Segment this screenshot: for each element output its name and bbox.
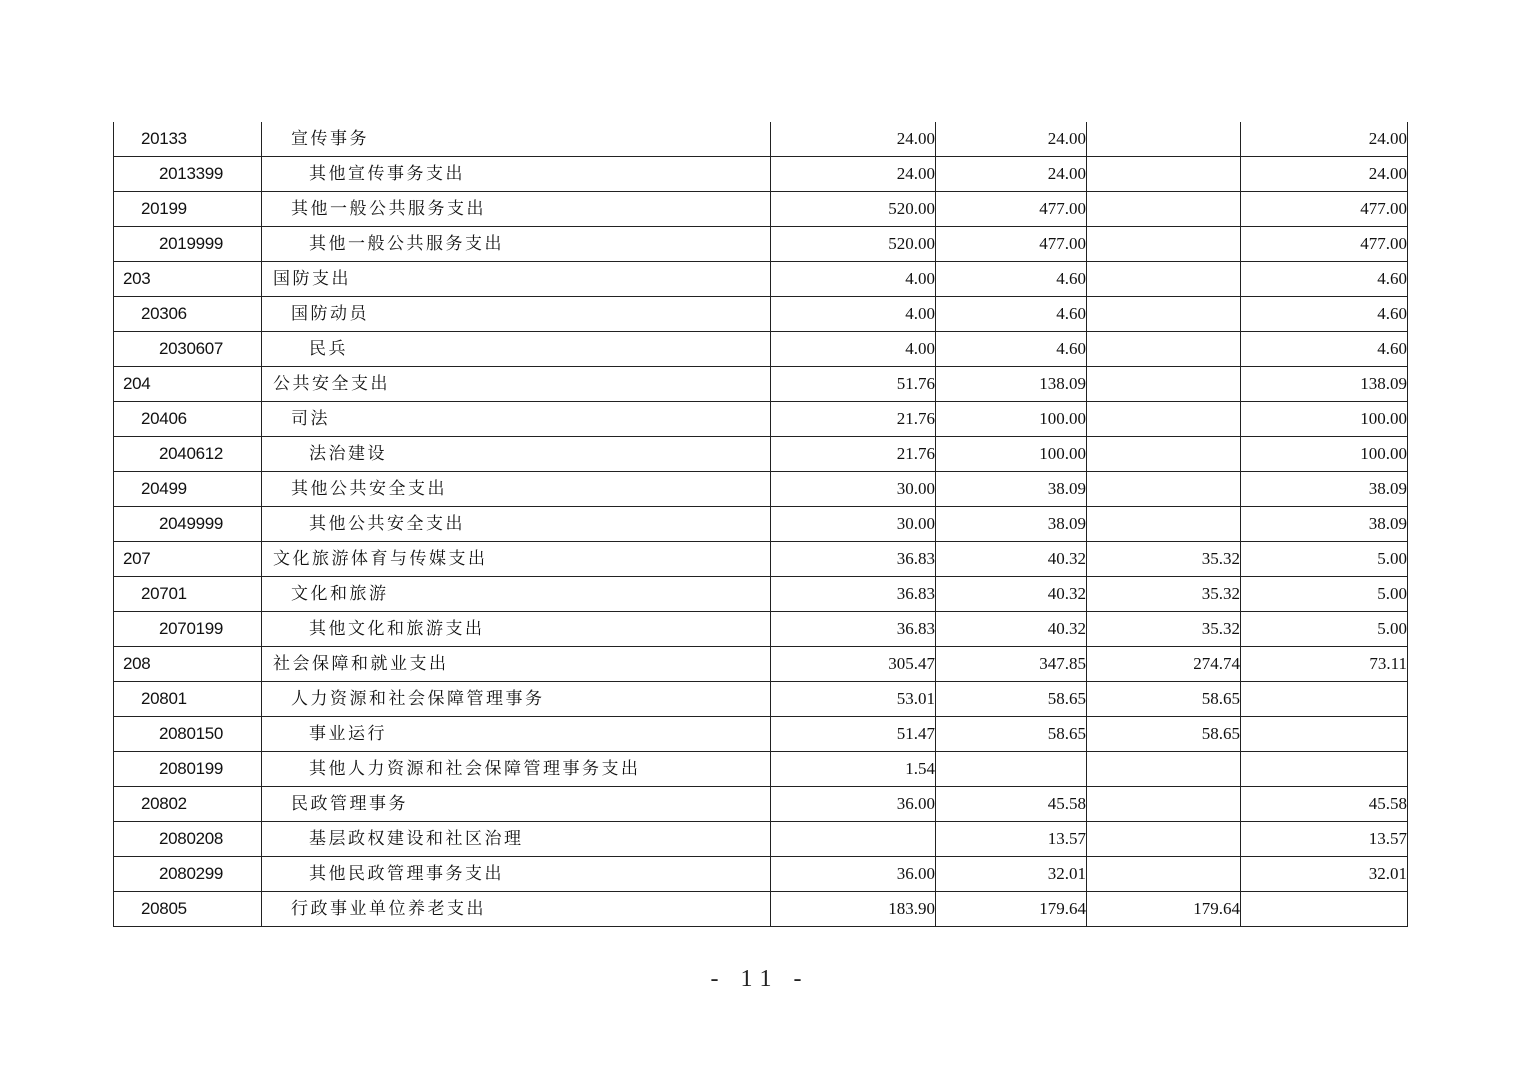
subject-name-cell: 其他公共安全支出 xyxy=(262,507,771,542)
amount-cell-3 xyxy=(1087,262,1241,297)
amount-cell-4: 138.09 xyxy=(1241,367,1408,402)
amount-cell-2: 4.60 xyxy=(936,262,1087,297)
amount-cell-1: 36.00 xyxy=(771,787,936,822)
amount-cell-3 xyxy=(1087,192,1241,227)
amount-cell-3 xyxy=(1087,857,1241,892)
amount-cell-1: 4.00 xyxy=(771,332,936,367)
amount-cell-2 xyxy=(936,752,1087,787)
subject-name-cell: 文化和旅游 xyxy=(262,577,771,612)
table-row xyxy=(114,507,1408,542)
subject-name-cell: 基层政权建设和社区治理 xyxy=(262,822,771,857)
amount-cell-4: 100.00 xyxy=(1241,437,1408,472)
subject-code-cell: 20406 xyxy=(114,402,262,437)
subject-code-cell: 2049999 xyxy=(114,507,262,542)
amount-cell-1: 30.00 xyxy=(771,472,936,507)
table-row xyxy=(114,752,1408,787)
table-row xyxy=(114,682,1408,717)
amount-cell-4: 32.01 xyxy=(1241,857,1408,892)
amount-cell-4: 24.00 xyxy=(1241,157,1408,192)
amount-cell-3: 35.32 xyxy=(1087,612,1241,647)
amount-cell-2: 24.00 xyxy=(936,122,1087,157)
amount-cell-1: 1.54 xyxy=(771,752,936,787)
amount-cell-3 xyxy=(1087,437,1241,472)
subject-name-cell: 其他文化和旅游支出 xyxy=(262,612,771,647)
subject-name-cell: 其他一般公共服务支出 xyxy=(262,192,771,227)
amount-cell-4: 477.00 xyxy=(1241,192,1408,227)
table-row xyxy=(114,787,1408,822)
amount-cell-4 xyxy=(1241,717,1408,752)
table-row xyxy=(114,542,1408,577)
subject-name-cell: 其他宣传事务支出 xyxy=(262,157,771,192)
table-row xyxy=(114,717,1408,752)
table-row xyxy=(114,822,1408,857)
subject-name-cell: 人力资源和社会保障管理事务 xyxy=(262,682,771,717)
amount-cell-4 xyxy=(1241,892,1408,927)
amount-cell-2: 38.09 xyxy=(936,507,1087,542)
subject-code-cell: 20199 xyxy=(114,192,262,227)
amount-cell-1: 520.00 xyxy=(771,227,936,262)
amount-cell-1: 36.00 xyxy=(771,857,936,892)
subject-name-cell: 民兵 xyxy=(262,332,771,367)
amount-cell-3 xyxy=(1087,787,1241,822)
budget-table xyxy=(113,122,1408,927)
amount-cell-3 xyxy=(1087,367,1241,402)
table-row xyxy=(114,367,1408,402)
amount-cell-1: 305.47 xyxy=(771,647,936,682)
subject-code-cell: 208 xyxy=(114,647,262,682)
subject-name-cell: 法治建设 xyxy=(262,437,771,472)
amount-cell-1: 4.00 xyxy=(771,262,936,297)
amount-cell-4: 73.11 xyxy=(1241,647,1408,682)
subject-code-cell: 20701 xyxy=(114,577,262,612)
table-row xyxy=(114,857,1408,892)
subject-code-cell: 2040612 xyxy=(114,437,262,472)
amount-cell-4 xyxy=(1241,682,1408,717)
table-row xyxy=(114,402,1408,437)
amount-cell-2: 38.09 xyxy=(936,472,1087,507)
amount-cell-1: 36.83 xyxy=(771,577,936,612)
amount-cell-2: 24.00 xyxy=(936,157,1087,192)
amount-cell-1: 53.01 xyxy=(771,682,936,717)
amount-cell-1: 21.76 xyxy=(771,437,936,472)
subject-name-cell: 国防支出 xyxy=(262,262,771,297)
amount-cell-4: 13.57 xyxy=(1241,822,1408,857)
amount-cell-4: 4.60 xyxy=(1241,297,1408,332)
subject-code-cell: 20801 xyxy=(114,682,262,717)
subject-name-cell: 司法 xyxy=(262,402,771,437)
subject-code-cell: 204 xyxy=(114,367,262,402)
amount-cell-2: 179.64 xyxy=(936,892,1087,927)
amount-cell-2: 100.00 xyxy=(936,437,1087,472)
subject-name-cell: 其他公共安全支出 xyxy=(262,472,771,507)
amount-cell-4: 4.60 xyxy=(1241,332,1408,367)
amount-cell-1: 21.76 xyxy=(771,402,936,437)
subject-code-cell: 20802 xyxy=(114,787,262,822)
subject-name-cell: 国防动员 xyxy=(262,297,771,332)
amount-cell-1: 4.00 xyxy=(771,297,936,332)
amount-cell-4: 4.60 xyxy=(1241,262,1408,297)
subject-code-cell: 20805 xyxy=(114,892,262,927)
amount-cell-1: 51.47 xyxy=(771,717,936,752)
table-row xyxy=(114,227,1408,262)
amount-cell-3 xyxy=(1087,332,1241,367)
page-number: - 11 - xyxy=(710,966,810,992)
amount-cell-3 xyxy=(1087,227,1241,262)
amount-cell-4: 100.00 xyxy=(1241,402,1408,437)
subject-code-cell: 2080150 xyxy=(114,717,262,752)
subject-code-cell: 20499 xyxy=(114,472,262,507)
subject-name-cell: 行政事业单位养老支出 xyxy=(262,892,771,927)
table-row xyxy=(114,612,1408,647)
table-row xyxy=(114,122,1408,157)
amount-cell-4: 5.00 xyxy=(1241,612,1408,647)
budget-table-body xyxy=(114,122,1408,927)
amount-cell-1: 520.00 xyxy=(771,192,936,227)
amount-cell-2: 40.32 xyxy=(936,612,1087,647)
amount-cell-1: 24.00 xyxy=(771,122,936,157)
amount-cell-4: 477.00 xyxy=(1241,227,1408,262)
amount-cell-2: 138.09 xyxy=(936,367,1087,402)
amount-cell-3 xyxy=(1087,507,1241,542)
subject-code-cell: 2080299 xyxy=(114,857,262,892)
subject-name-cell: 其他人力资源和社会保障管理事务支出 xyxy=(262,752,771,787)
amount-cell-4: 38.09 xyxy=(1241,507,1408,542)
amount-cell-4: 45.58 xyxy=(1241,787,1408,822)
amount-cell-3 xyxy=(1087,822,1241,857)
subject-name-cell: 其他一般公共服务支出 xyxy=(262,227,771,262)
amount-cell-2: 4.60 xyxy=(936,297,1087,332)
subject-name-cell: 公共安全支出 xyxy=(262,367,771,402)
table-row xyxy=(114,192,1408,227)
subject-name-cell: 社会保障和就业支出 xyxy=(262,647,771,682)
amount-cell-3: 179.64 xyxy=(1087,892,1241,927)
table-row xyxy=(114,332,1408,367)
amount-cell-4: 5.00 xyxy=(1241,542,1408,577)
amount-cell-3 xyxy=(1087,402,1241,437)
amount-cell-2: 40.32 xyxy=(936,542,1087,577)
amount-cell-2: 4.60 xyxy=(936,332,1087,367)
amount-cell-2: 477.00 xyxy=(936,192,1087,227)
amount-cell-2: 45.58 xyxy=(936,787,1087,822)
table-row xyxy=(114,647,1408,682)
subject-name-cell: 文化旅游体育与传媒支出 xyxy=(262,542,771,577)
table-row xyxy=(114,297,1408,332)
subject-code-cell: 203 xyxy=(114,262,262,297)
subject-code-cell: 20306 xyxy=(114,297,262,332)
table-row xyxy=(114,262,1408,297)
subject-name-cell: 民政管理事务 xyxy=(262,787,771,822)
subject-code-cell: 2070199 xyxy=(114,612,262,647)
amount-cell-2: 58.65 xyxy=(936,717,1087,752)
amount-cell-3: 58.65 xyxy=(1087,717,1241,752)
amount-cell-3 xyxy=(1087,752,1241,787)
amount-cell-3: 274.74 xyxy=(1087,647,1241,682)
amount-cell-3: 35.32 xyxy=(1087,577,1241,612)
amount-cell-2: 40.32 xyxy=(936,577,1087,612)
table-row xyxy=(114,577,1408,612)
amount-cell-2: 347.85 xyxy=(936,647,1087,682)
amount-cell-2: 477.00 xyxy=(936,227,1087,262)
subject-code-cell: 2080208 xyxy=(114,822,262,857)
amount-cell-1: 183.90 xyxy=(771,892,936,927)
table-row xyxy=(114,437,1408,472)
amount-cell-3: 35.32 xyxy=(1087,542,1241,577)
amount-cell-1: 36.83 xyxy=(771,612,936,647)
subject-code-cell: 20133 xyxy=(114,122,262,157)
table-row xyxy=(114,472,1408,507)
amount-cell-1: 24.00 xyxy=(771,157,936,192)
subject-code-cell: 2030607 xyxy=(114,332,262,367)
amount-cell-4: 24.00 xyxy=(1241,122,1408,157)
amount-cell-2: 58.65 xyxy=(936,682,1087,717)
amount-cell-1: 30.00 xyxy=(771,507,936,542)
amount-cell-1: 51.76 xyxy=(771,367,936,402)
amount-cell-2: 32.01 xyxy=(936,857,1087,892)
amount-cell-3 xyxy=(1087,297,1241,332)
amount-cell-3 xyxy=(1087,122,1241,157)
amount-cell-3 xyxy=(1087,472,1241,507)
amount-cell-2: 13.57 xyxy=(936,822,1087,857)
amount-cell-3 xyxy=(1087,157,1241,192)
subject-code-cell: 207 xyxy=(114,542,262,577)
amount-cell-2: 100.00 xyxy=(936,402,1087,437)
subject-name-cell: 其他民政管理事务支出 xyxy=(262,857,771,892)
amount-cell-1: 36.83 xyxy=(771,542,936,577)
subject-code-cell: 2013399 xyxy=(114,157,262,192)
subject-code-cell: 2019999 xyxy=(114,227,262,262)
amount-cell-4: 38.09 xyxy=(1241,472,1408,507)
amount-cell-4: 5.00 xyxy=(1241,577,1408,612)
table-row xyxy=(114,892,1408,927)
table-row xyxy=(114,157,1408,192)
subject-name-cell: 宣传事务 xyxy=(262,122,771,157)
subject-name-cell: 事业运行 xyxy=(262,717,771,752)
amount-cell-4 xyxy=(1241,752,1408,787)
amount-cell-3: 58.65 xyxy=(1087,682,1241,717)
amount-cell-1 xyxy=(771,822,936,857)
subject-code-cell: 2080199 xyxy=(114,752,262,787)
